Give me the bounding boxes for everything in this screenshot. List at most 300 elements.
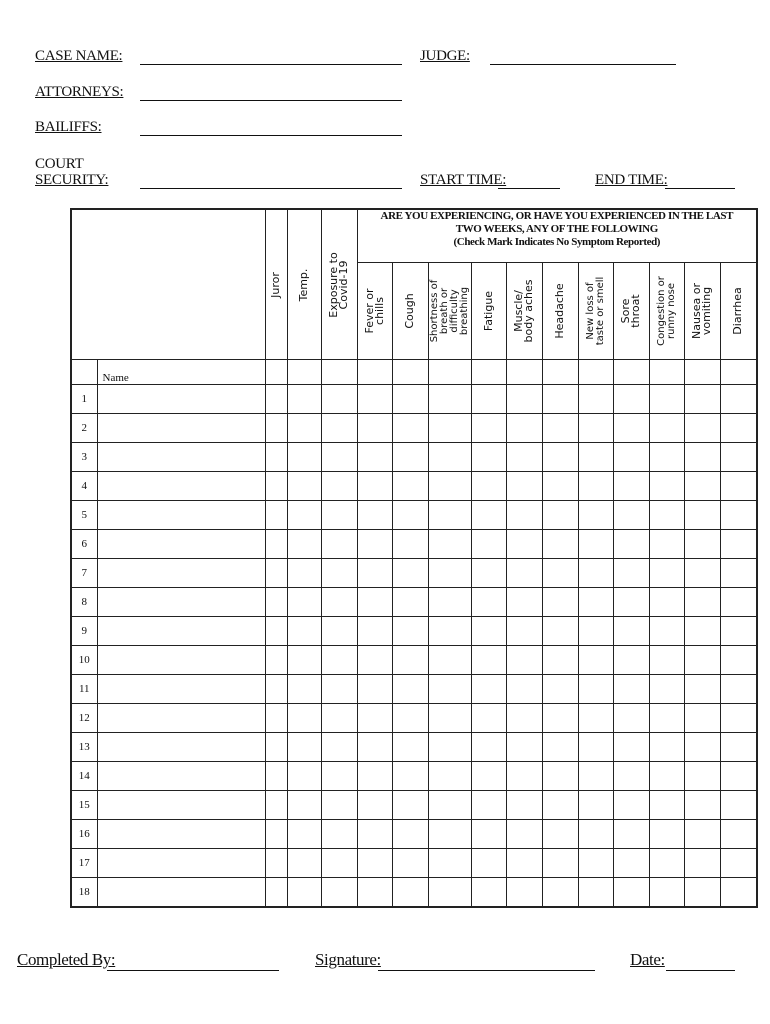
- check-cell[interactable]: [321, 588, 357, 617]
- check-cell[interactable]: [506, 820, 542, 849]
- check-cell[interactable]: [471, 472, 506, 501]
- check-cell[interactable]: [720, 559, 757, 588]
- check-cell[interactable]: [321, 733, 357, 762]
- check-cell[interactable]: [542, 559, 578, 588]
- check-cell[interactable]: [471, 675, 506, 704]
- check-cell[interactable]: [265, 791, 287, 820]
- check-cell[interactable]: [287, 733, 321, 762]
- check-cell[interactable]: [684, 762, 720, 791]
- check-cell[interactable]: [392, 675, 428, 704]
- check-cell[interactable]: [684, 646, 720, 675]
- check-cell[interactable]: [392, 414, 428, 443]
- check-cell[interactable]: [720, 588, 757, 617]
- check-cell[interactable]: [287, 791, 321, 820]
- check-cell[interactable]: [265, 559, 287, 588]
- check-cell[interactable]: [649, 443, 684, 472]
- check-cell[interactable]: [720, 878, 757, 908]
- check-cell[interactable]: [357, 646, 392, 675]
- check-cell[interactable]: [506, 849, 542, 878]
- check-cell[interactable]: [428, 414, 471, 443]
- check-cell[interactable]: [506, 414, 542, 443]
- check-cell[interactable]: [720, 733, 757, 762]
- check-cell[interactable]: [542, 414, 578, 443]
- juror-name-cell[interactable]: [97, 472, 265, 501]
- check-cell[interactable]: [542, 472, 578, 501]
- check-cell[interactable]: [287, 617, 321, 646]
- check-cell[interactable]: [542, 617, 578, 646]
- juror-name-cell[interactable]: [97, 646, 265, 675]
- row-number: 1: [71, 385, 97, 414]
- juror-name-cell[interactable]: [97, 385, 265, 414]
- juror-name-cell[interactable]: [97, 733, 265, 762]
- check-cell[interactable]: [542, 849, 578, 878]
- check-cell[interactable]: [471, 849, 506, 878]
- check-cell[interactable]: [287, 501, 321, 530]
- check-cell[interactable]: [613, 733, 649, 762]
- check-cell[interactable]: [321, 675, 357, 704]
- check-cell[interactable]: [720, 820, 757, 849]
- check-cell[interactable]: [720, 385, 757, 414]
- check-cell[interactable]: [265, 820, 287, 849]
- date-field[interactable]: [666, 954, 735, 971]
- check-cell[interactable]: [392, 849, 428, 878]
- check-cell[interactable]: [265, 762, 287, 791]
- table-row: [71, 646, 757, 675]
- check-cell[interactable]: [471, 443, 506, 472]
- check-cell[interactable]: [649, 646, 684, 675]
- check-cell[interactable]: [471, 791, 506, 820]
- check-cell[interactable]: [287, 704, 321, 733]
- check-cell[interactable]: [506, 472, 542, 501]
- check-cell[interactable]: [649, 472, 684, 501]
- blank-header-cell: [71, 209, 265, 360]
- check-cell[interactable]: [649, 530, 684, 559]
- check-cell[interactable]: [265, 588, 287, 617]
- juror-name-cell[interactable]: [97, 849, 265, 878]
- check-cell[interactable]: [321, 501, 357, 530]
- check-cell[interactable]: [613, 704, 649, 733]
- check-cell[interactable]: [613, 414, 649, 443]
- check-cell[interactable]: [684, 385, 720, 414]
- check-cell[interactable]: [357, 414, 392, 443]
- empty-header-cell: [578, 360, 613, 385]
- check-cell[interactable]: [506, 646, 542, 675]
- check-cell[interactable]: [287, 675, 321, 704]
- check-cell[interactable]: [357, 675, 392, 704]
- check-cell[interactable]: [720, 646, 757, 675]
- check-cell[interactable]: [613, 849, 649, 878]
- check-cell[interactable]: [613, 820, 649, 849]
- check-cell[interactable]: [265, 733, 287, 762]
- check-cell[interactable]: [578, 762, 613, 791]
- check-cell[interactable]: [578, 617, 613, 646]
- check-cell[interactable]: [649, 501, 684, 530]
- check-cell[interactable]: [649, 617, 684, 646]
- check-cell[interactable]: [392, 501, 428, 530]
- check-cell[interactable]: [506, 501, 542, 530]
- judge-field[interactable]: [490, 48, 676, 65]
- row-number: 10: [71, 646, 97, 675]
- check-cell[interactable]: [265, 414, 287, 443]
- check-cell[interactable]: [578, 733, 613, 762]
- check-cell[interactable]: [613, 472, 649, 501]
- check-cell[interactable]: [506, 704, 542, 733]
- check-cell[interactable]: [471, 820, 506, 849]
- check-cell[interactable]: [428, 733, 471, 762]
- case-name-field[interactable]: [140, 48, 402, 65]
- check-cell[interactable]: [357, 733, 392, 762]
- check-cell[interactable]: [471, 414, 506, 443]
- end-time-field[interactable]: [665, 172, 735, 189]
- check-cell[interactable]: [265, 849, 287, 878]
- check-cell[interactable]: [428, 472, 471, 501]
- check-cell[interactable]: [506, 588, 542, 617]
- check-cell[interactable]: [357, 501, 392, 530]
- check-cell[interactable]: [578, 878, 613, 908]
- check-cell[interactable]: [428, 530, 471, 559]
- check-cell[interactable]: [506, 762, 542, 791]
- check-cell[interactable]: [684, 820, 720, 849]
- check-cell[interactable]: [578, 530, 613, 559]
- check-cell[interactable]: [471, 617, 506, 646]
- check-cell[interactable]: [542, 675, 578, 704]
- check-cell[interactable]: [265, 472, 287, 501]
- check-cell[interactable]: [649, 820, 684, 849]
- check-cell[interactable]: [649, 762, 684, 791]
- check-cell[interactable]: [613, 675, 649, 704]
- check-cell[interactable]: [357, 559, 392, 588]
- check-cell[interactable]: [287, 385, 321, 414]
- check-cell[interactable]: [506, 443, 542, 472]
- check-cell[interactable]: [649, 849, 684, 878]
- check-cell[interactable]: [649, 675, 684, 704]
- check-cell[interactable]: [720, 530, 757, 559]
- check-cell[interactable]: [287, 820, 321, 849]
- check-cell[interactable]: [321, 849, 357, 878]
- symptom-heading-line2: TWO WEEKS, ANY OF THE FOLLOWING: [455, 223, 658, 235]
- check-cell[interactable]: [684, 501, 720, 530]
- check-cell[interactable]: [357, 617, 392, 646]
- check-cell[interactable]: [720, 443, 757, 472]
- check-cell[interactable]: [649, 559, 684, 588]
- completed-by-label: Completed By:: [17, 950, 116, 969]
- juror-name-cell[interactable]: [97, 820, 265, 849]
- table-row: [71, 878, 757, 908]
- check-cell[interactable]: [428, 675, 471, 704]
- check-cell[interactable]: [578, 791, 613, 820]
- check-cell[interactable]: [392, 878, 428, 908]
- check-cell[interactable]: [613, 791, 649, 820]
- check-cell[interactable]: [578, 704, 613, 733]
- juror-name-cell[interactable]: [97, 530, 265, 559]
- check-cell[interactable]: [578, 559, 613, 588]
- check-cell[interactable]: [287, 559, 321, 588]
- check-cell[interactable]: [392, 588, 428, 617]
- bailiffs-field[interactable]: [140, 119, 402, 136]
- check-cell[interactable]: [542, 733, 578, 762]
- check-cell[interactable]: [471, 385, 506, 414]
- check-cell[interactable]: [684, 414, 720, 443]
- check-cell[interactable]: [287, 878, 321, 908]
- check-cell[interactable]: [684, 733, 720, 762]
- check-cell[interactable]: [321, 530, 357, 559]
- check-cell[interactable]: [542, 443, 578, 472]
- check-cell[interactable]: [506, 675, 542, 704]
- check-cell[interactable]: [392, 472, 428, 501]
- check-cell[interactable]: [428, 791, 471, 820]
- check-cell[interactable]: [542, 878, 578, 908]
- check-cell[interactable]: [265, 443, 287, 472]
- check-cell[interactable]: [392, 617, 428, 646]
- check-cell[interactable]: [321, 762, 357, 791]
- juror-name-cell[interactable]: [97, 762, 265, 791]
- juror-name-cell[interactable]: [97, 414, 265, 443]
- check-cell[interactable]: [542, 762, 578, 791]
- empty-header-cell: [392, 360, 428, 385]
- check-cell[interactable]: [506, 791, 542, 820]
- check-cell[interactable]: [613, 617, 649, 646]
- check-cell[interactable]: [720, 414, 757, 443]
- check-cell[interactable]: [357, 820, 392, 849]
- check-cell[interactable]: [265, 385, 287, 414]
- start-time-field[interactable]: [498, 172, 560, 189]
- check-cell[interactable]: [720, 501, 757, 530]
- check-cell[interactable]: [649, 733, 684, 762]
- check-cell[interactable]: [506, 878, 542, 908]
- table-row: [71, 501, 757, 530]
- juror-name-cell[interactable]: [97, 878, 265, 908]
- check-cell[interactable]: [506, 617, 542, 646]
- check-cell[interactable]: [287, 443, 321, 472]
- check-cell[interactable]: [287, 588, 321, 617]
- check-cell[interactable]: [649, 414, 684, 443]
- check-cell[interactable]: [321, 414, 357, 443]
- juror-name-cell[interactable]: [97, 791, 265, 820]
- check-cell[interactable]: [649, 704, 684, 733]
- signature-field[interactable]: [378, 954, 595, 971]
- row-number: 15: [71, 791, 97, 820]
- check-cell[interactable]: [471, 704, 506, 733]
- check-cell[interactable]: [471, 501, 506, 530]
- check-cell[interactable]: [578, 414, 613, 443]
- check-cell[interactable]: [578, 472, 613, 501]
- check-cell[interactable]: [428, 501, 471, 530]
- check-cell[interactable]: [392, 762, 428, 791]
- juror-name-cell[interactable]: [97, 675, 265, 704]
- check-cell[interactable]: [321, 385, 357, 414]
- check-cell[interactable]: [613, 878, 649, 908]
- check-cell[interactable]: [613, 762, 649, 791]
- check-cell[interactable]: [357, 849, 392, 878]
- check-cell[interactable]: [684, 878, 720, 908]
- check-cell[interactable]: [684, 530, 720, 559]
- check-cell[interactable]: [720, 762, 757, 791]
- check-cell[interactable]: [357, 878, 392, 908]
- check-cell[interactable]: [265, 878, 287, 908]
- check-cell[interactable]: [720, 472, 757, 501]
- check-cell[interactable]: [357, 443, 392, 472]
- check-cell[interactable]: [720, 675, 757, 704]
- column-header: New loss of taste or smell: [578, 263, 613, 360]
- row-number: 16: [71, 820, 97, 849]
- juror-name-cell[interactable]: [97, 443, 265, 472]
- check-cell[interactable]: [684, 791, 720, 820]
- check-cell[interactable]: [684, 704, 720, 733]
- check-cell[interactable]: [578, 820, 613, 849]
- check-cell[interactable]: [321, 443, 357, 472]
- check-cell[interactable]: [471, 559, 506, 588]
- check-cell[interactable]: [542, 791, 578, 820]
- check-cell[interactable]: [357, 472, 392, 501]
- check-cell[interactable]: [321, 559, 357, 588]
- column-header: Muscle/ body aches: [506, 263, 542, 360]
- check-cell[interactable]: [392, 733, 428, 762]
- check-cell[interactable]: [649, 385, 684, 414]
- check-cell[interactable]: [471, 588, 506, 617]
- juror-name-cell[interactable]: [97, 704, 265, 733]
- completed-by-field[interactable]: [107, 954, 279, 971]
- check-cell[interactable]: [428, 443, 471, 472]
- check-cell[interactable]: [578, 588, 613, 617]
- check-cell[interactable]: [392, 820, 428, 849]
- check-cell[interactable]: [428, 385, 471, 414]
- check-cell[interactable]: [720, 617, 757, 646]
- check-cell[interactable]: [649, 588, 684, 617]
- check-cell[interactable]: [578, 385, 613, 414]
- check-cell[interactable]: [428, 878, 471, 908]
- check-cell[interactable]: [392, 791, 428, 820]
- check-cell[interactable]: [684, 559, 720, 588]
- check-cell[interactable]: [428, 588, 471, 617]
- check-cell[interactable]: [613, 501, 649, 530]
- juror-name-cell[interactable]: [97, 588, 265, 617]
- check-cell[interactable]: [720, 849, 757, 878]
- check-cell[interactable]: [321, 617, 357, 646]
- check-cell[interactable]: [392, 530, 428, 559]
- table-row: [71, 791, 757, 820]
- check-cell[interactable]: [287, 849, 321, 878]
- check-cell[interactable]: [613, 646, 649, 675]
- check-cell[interactable]: [265, 501, 287, 530]
- check-cell[interactable]: [613, 559, 649, 588]
- check-cell[interactable]: [287, 472, 321, 501]
- check-cell[interactable]: [613, 385, 649, 414]
- check-cell[interactable]: [357, 530, 392, 559]
- check-cell[interactable]: [542, 501, 578, 530]
- check-cell[interactable]: [684, 849, 720, 878]
- check-cell[interactable]: [321, 704, 357, 733]
- check-cell[interactable]: [684, 617, 720, 646]
- check-cell[interactable]: [287, 530, 321, 559]
- check-cell[interactable]: [287, 762, 321, 791]
- check-cell[interactable]: [428, 704, 471, 733]
- check-cell[interactable]: [265, 530, 287, 559]
- check-cell[interactable]: [321, 820, 357, 849]
- check-cell[interactable]: [684, 443, 720, 472]
- check-cell[interactable]: [684, 588, 720, 617]
- check-cell[interactable]: [613, 530, 649, 559]
- check-cell[interactable]: [471, 733, 506, 762]
- check-cell[interactable]: [613, 588, 649, 617]
- check-cell[interactable]: [428, 762, 471, 791]
- check-cell[interactable]: [542, 588, 578, 617]
- check-cell[interactable]: [428, 849, 471, 878]
- check-cell[interactable]: [578, 646, 613, 675]
- check-cell[interactable]: [392, 559, 428, 588]
- row-number: 7: [71, 559, 97, 588]
- check-cell[interactable]: [321, 878, 357, 908]
- check-cell[interactable]: [720, 791, 757, 820]
- check-cell[interactable]: [684, 675, 720, 704]
- check-cell[interactable]: [720, 704, 757, 733]
- column-header: Headache: [542, 263, 578, 360]
- check-cell[interactable]: [321, 472, 357, 501]
- check-cell[interactable]: [428, 820, 471, 849]
- juror-name-cell[interactable]: [97, 559, 265, 588]
- check-cell[interactable]: [392, 385, 428, 414]
- check-cell[interactable]: [506, 530, 542, 559]
- check-cell[interactable]: [471, 762, 506, 791]
- check-cell[interactable]: [542, 704, 578, 733]
- check-cell[interactable]: [321, 791, 357, 820]
- check-cell[interactable]: [265, 704, 287, 733]
- check-cell[interactable]: [613, 443, 649, 472]
- check-cell[interactable]: [428, 559, 471, 588]
- check-cell[interactable]: [287, 414, 321, 443]
- check-cell[interactable]: [578, 675, 613, 704]
- juror-name-cell[interactable]: [97, 617, 265, 646]
- court-security-field[interactable]: [140, 172, 402, 189]
- check-cell[interactable]: [428, 617, 471, 646]
- check-cell[interactable]: [357, 791, 392, 820]
- check-cell[interactable]: [578, 849, 613, 878]
- check-cell[interactable]: [321, 646, 357, 675]
- check-cell[interactable]: [357, 762, 392, 791]
- juror-name-cell[interactable]: [97, 501, 265, 530]
- check-cell[interactable]: [649, 791, 684, 820]
- attorneys-field[interactable]: [140, 84, 402, 101]
- check-cell[interactable]: [392, 704, 428, 733]
- check-cell[interactable]: [578, 443, 613, 472]
- check-cell[interactable]: [357, 704, 392, 733]
- table-row: [71, 733, 757, 762]
- check-cell[interactable]: [506, 385, 542, 414]
- check-cell[interactable]: [357, 588, 392, 617]
- check-cell[interactable]: [392, 646, 428, 675]
- check-cell[interactable]: [287, 646, 321, 675]
- check-cell[interactable]: [542, 385, 578, 414]
- attorneys-label: ATTORNEYS:: [35, 84, 124, 100]
- check-cell[interactable]: [542, 646, 578, 675]
- check-cell[interactable]: [649, 878, 684, 908]
- check-cell[interactable]: [428, 646, 471, 675]
- check-cell[interactable]: [506, 733, 542, 762]
- check-cell[interactable]: [392, 443, 428, 472]
- check-cell[interactable]: [542, 530, 578, 559]
- check-cell[interactable]: [265, 617, 287, 646]
- check-cell[interactable]: [471, 646, 506, 675]
- symptom-heading-line1: ARE YOU EXPERIENCING, OR HAVE YOU EXPERIENCED IN THE LAST: [380, 210, 734, 222]
- check-cell[interactable]: [578, 501, 613, 530]
- check-cell[interactable]: [471, 878, 506, 908]
- check-cell[interactable]: [542, 820, 578, 849]
- check-cell[interactable]: [506, 559, 542, 588]
- check-cell[interactable]: [357, 385, 392, 414]
- check-cell[interactable]: [684, 472, 720, 501]
- check-cell[interactable]: [265, 675, 287, 704]
- check-cell[interactable]: [471, 530, 506, 559]
- check-cell[interactable]: [265, 646, 287, 675]
